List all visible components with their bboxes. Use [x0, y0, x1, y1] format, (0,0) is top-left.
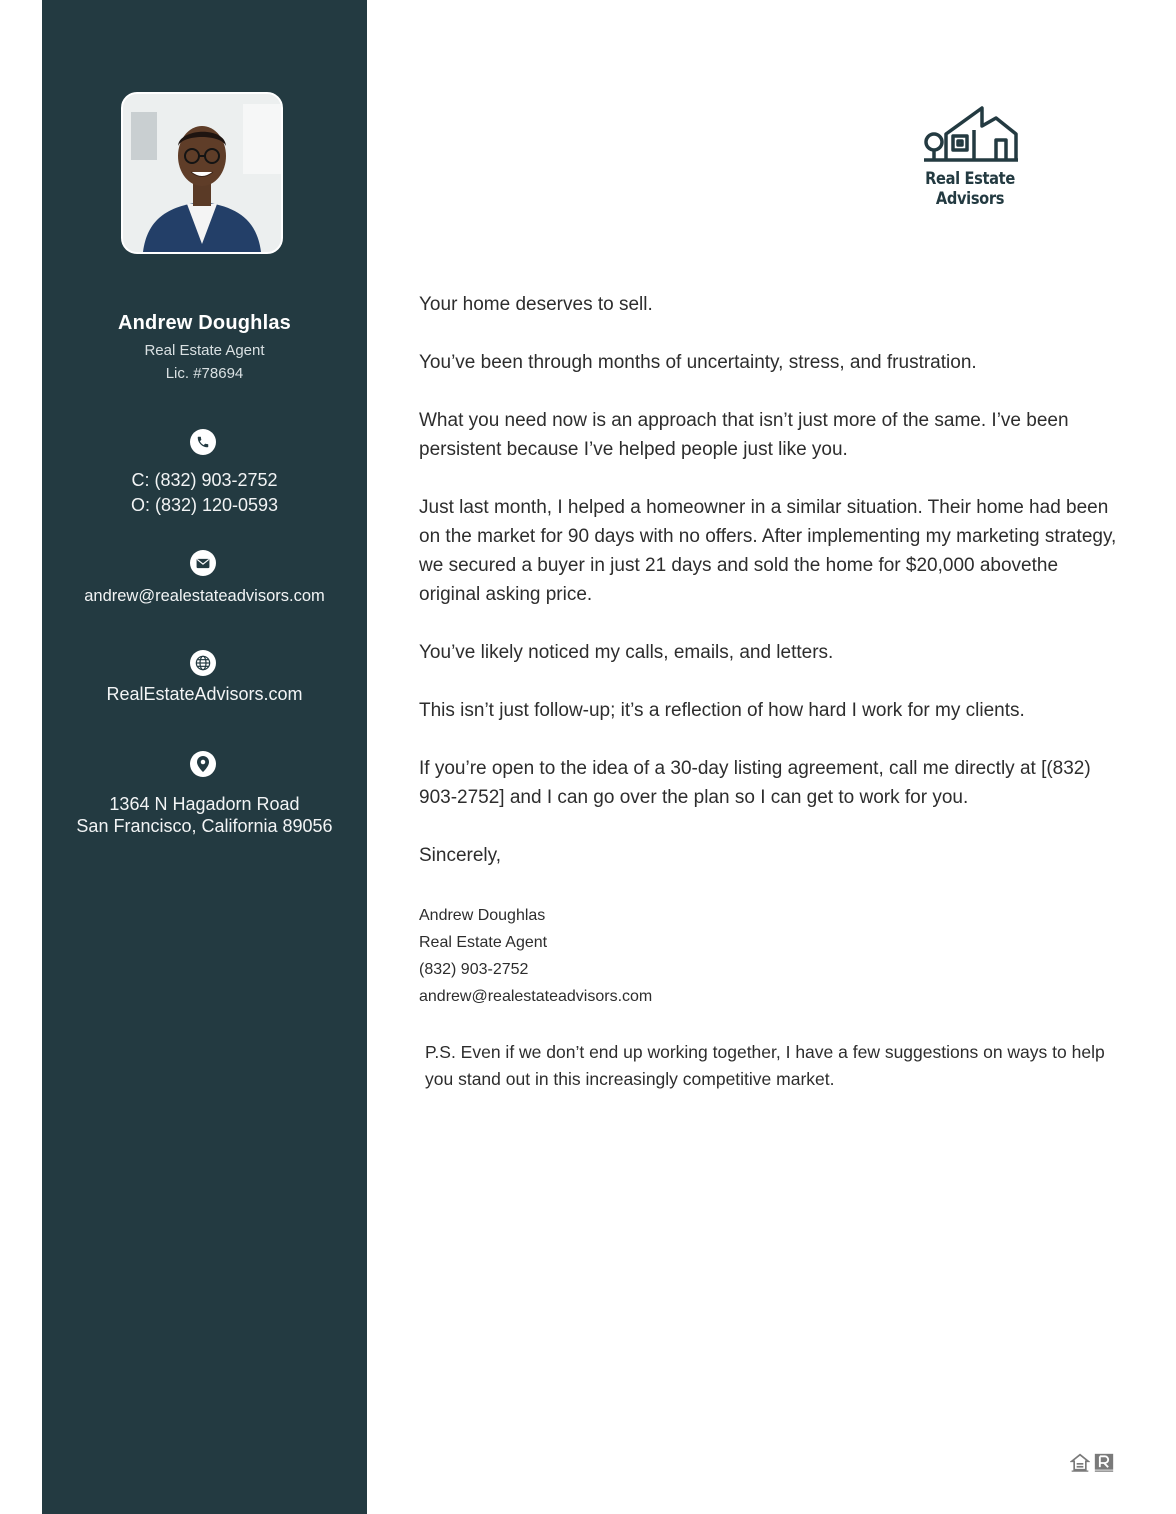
agent-license: Lic. #78694	[165, 365, 244, 382]
house-logo-icon	[920, 104, 1020, 162]
equal-housing-icon	[1070, 1453, 1090, 1473]
letter-paragraph: Just last month, I helped a homeowner in a similar situation. Their home had been on the market for 90 days with no offers. After implementing my marketing strategy, we secured a buyer in just 21 days and sold the home for $20,000 abovethe original asking price.	[419, 497, 1117, 605]
signature-phone[interactable]: (832) 903-2752	[419, 961, 529, 978]
signature-email[interactable]: andrew@realestateadvisors.com	[419, 988, 653, 1005]
address-line1: 1364 N Hagadorn Road	[109, 794, 300, 814]
postscript: P.S. Even if we don’t end up working together, I have a few suggestions on ways to help you stand out in this increasingly competitive market.	[425, 1042, 1105, 1089]
letter-paragraph: This isn’t just follow-up; it’s a reflection of how hard I work for my clients.	[419, 700, 1025, 721]
signature-name: Andrew Doughlas	[419, 907, 546, 924]
letter-paragraph: You’ve likely noticed my calls, emails, and letters.	[419, 642, 834, 663]
letter-closing: Sincerely,	[419, 845, 502, 866]
agent-photo	[121, 92, 283, 254]
letter-body	[419, 290, 1124, 899]
phone-cell[interactable]: C: (832) 903-2752	[131, 470, 278, 490]
realtor-icon	[1094, 1453, 1114, 1473]
letter-paragraph: Your home deserves to sell.	[419, 294, 653, 315]
website-link[interactable]: RealEstateAdvisors.com	[106, 684, 303, 704]
letter-paragraph: If you’re open to the idea of a 30-day listing agreement, call me directly at [(832) 903-2752] and I can go over the plan so I can get to work for you.	[419, 758, 1091, 808]
phone-icon	[190, 429, 216, 455]
email-link[interactable]: andrew@realestateadvisors.com	[84, 587, 325, 605]
company-logo	[890, 104, 1050, 209]
sidebar	[42, 0, 367, 1514]
globe-icon	[190, 650, 216, 676]
signature-block	[419, 902, 1119, 1010]
address-line2: San Francisco, California 89056	[76, 816, 333, 836]
footer-icons	[1070, 1453, 1114, 1473]
agent-role: Real Estate Agent	[144, 342, 265, 359]
signature-title: Real Estate Agent	[419, 934, 548, 951]
location-pin-icon	[190, 751, 216, 777]
letter-paragraph: You’ve been through months of uncertainty, stress, and frustration.	[419, 352, 977, 373]
agent-name: Andrew Doughlas	[117, 312, 291, 334]
letter-paragraph: What you need now is an approach that isn’t just more of the same. I’ve been persistent because I’ve helped people just like you.	[419, 410, 1069, 460]
email-icon	[190, 550, 216, 576]
logo-text: Real Estate Advisors	[925, 169, 1015, 209]
phone-office[interactable]: O: (832) 120-0593	[130, 495, 279, 515]
